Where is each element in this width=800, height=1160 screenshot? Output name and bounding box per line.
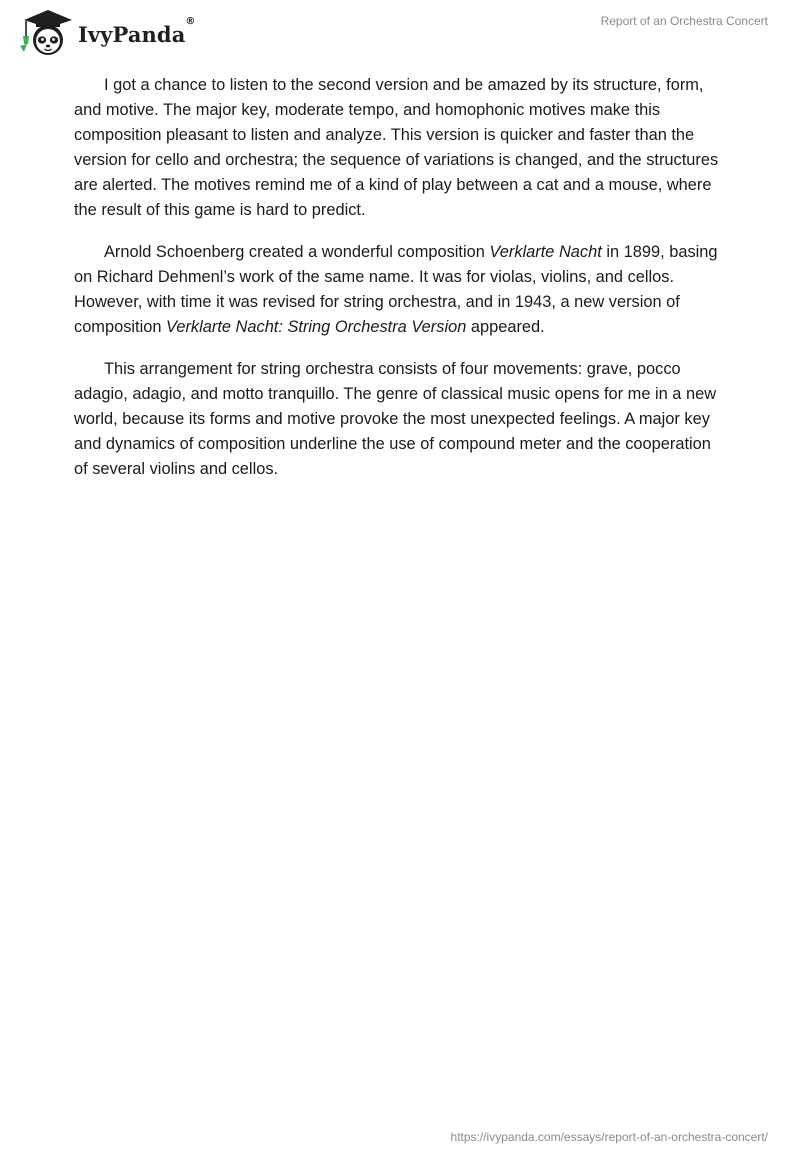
document-title: Report of an Orchestra Concert	[600, 14, 768, 28]
paragraph-1	[74, 73, 728, 223]
page-header	[0, 0, 800, 64]
source-url[interactable]: https://ivypanda.com/essays/report-of-an-orchestra-concert/	[450, 1130, 768, 1144]
ivypanda-logo[interactable]	[14, 6, 196, 58]
paragraph-3	[74, 357, 728, 482]
work-title-verklarte-nacht: Verklarte Nacht	[489, 243, 602, 261]
essay-body	[74, 73, 728, 499]
paragraph-2-text-c: appeared.	[466, 318, 545, 336]
panda-graduate-icon	[14, 6, 74, 58]
paragraph-2-text-b: in 1899, basing on Richard Dehmenl’s work of the same name. It was for violas, violins, and cellos. However, with time it was revised for string orchestra, and in 1943, a new version of composition	[74, 243, 718, 336]
brand-name: IvyPanda ®	[78, 15, 196, 47]
paragraph-3-text: This arrangement for string orchestra consists of four movements: grave, pocco adagio, adagio, and motto tranquillo. The genre of classical music opens for me in a new world, because its forms and motive provoke the most unexpected feelings. A major key and dynamics of composition underline the use of compound meter and the cooperation of several violins and cellos.	[74, 360, 717, 478]
paragraph-1-text: I got a chance to listen to the second version and be amazed by its structure, form, and motive. The major key, moderate tempo, and homophonic motives make this composition pleasant to listen and analyze. This version is quicker and faster than the version for cello and orchestra; the sequence of variations is changed, and the structures are alerted. The motives remind me of a kind of play between a cat and a mouse, where the result of this game is hard to predict.	[74, 76, 719, 219]
work-title-string-orchestra-version: Verklarte Nacht: String Orchestra Version	[166, 318, 467, 336]
paragraph-2	[74, 240, 728, 340]
registered-mark: ®	[185, 15, 196, 27]
paragraph-2-text-a: Arnold Schoenberg created a wonderful composition	[104, 243, 490, 261]
